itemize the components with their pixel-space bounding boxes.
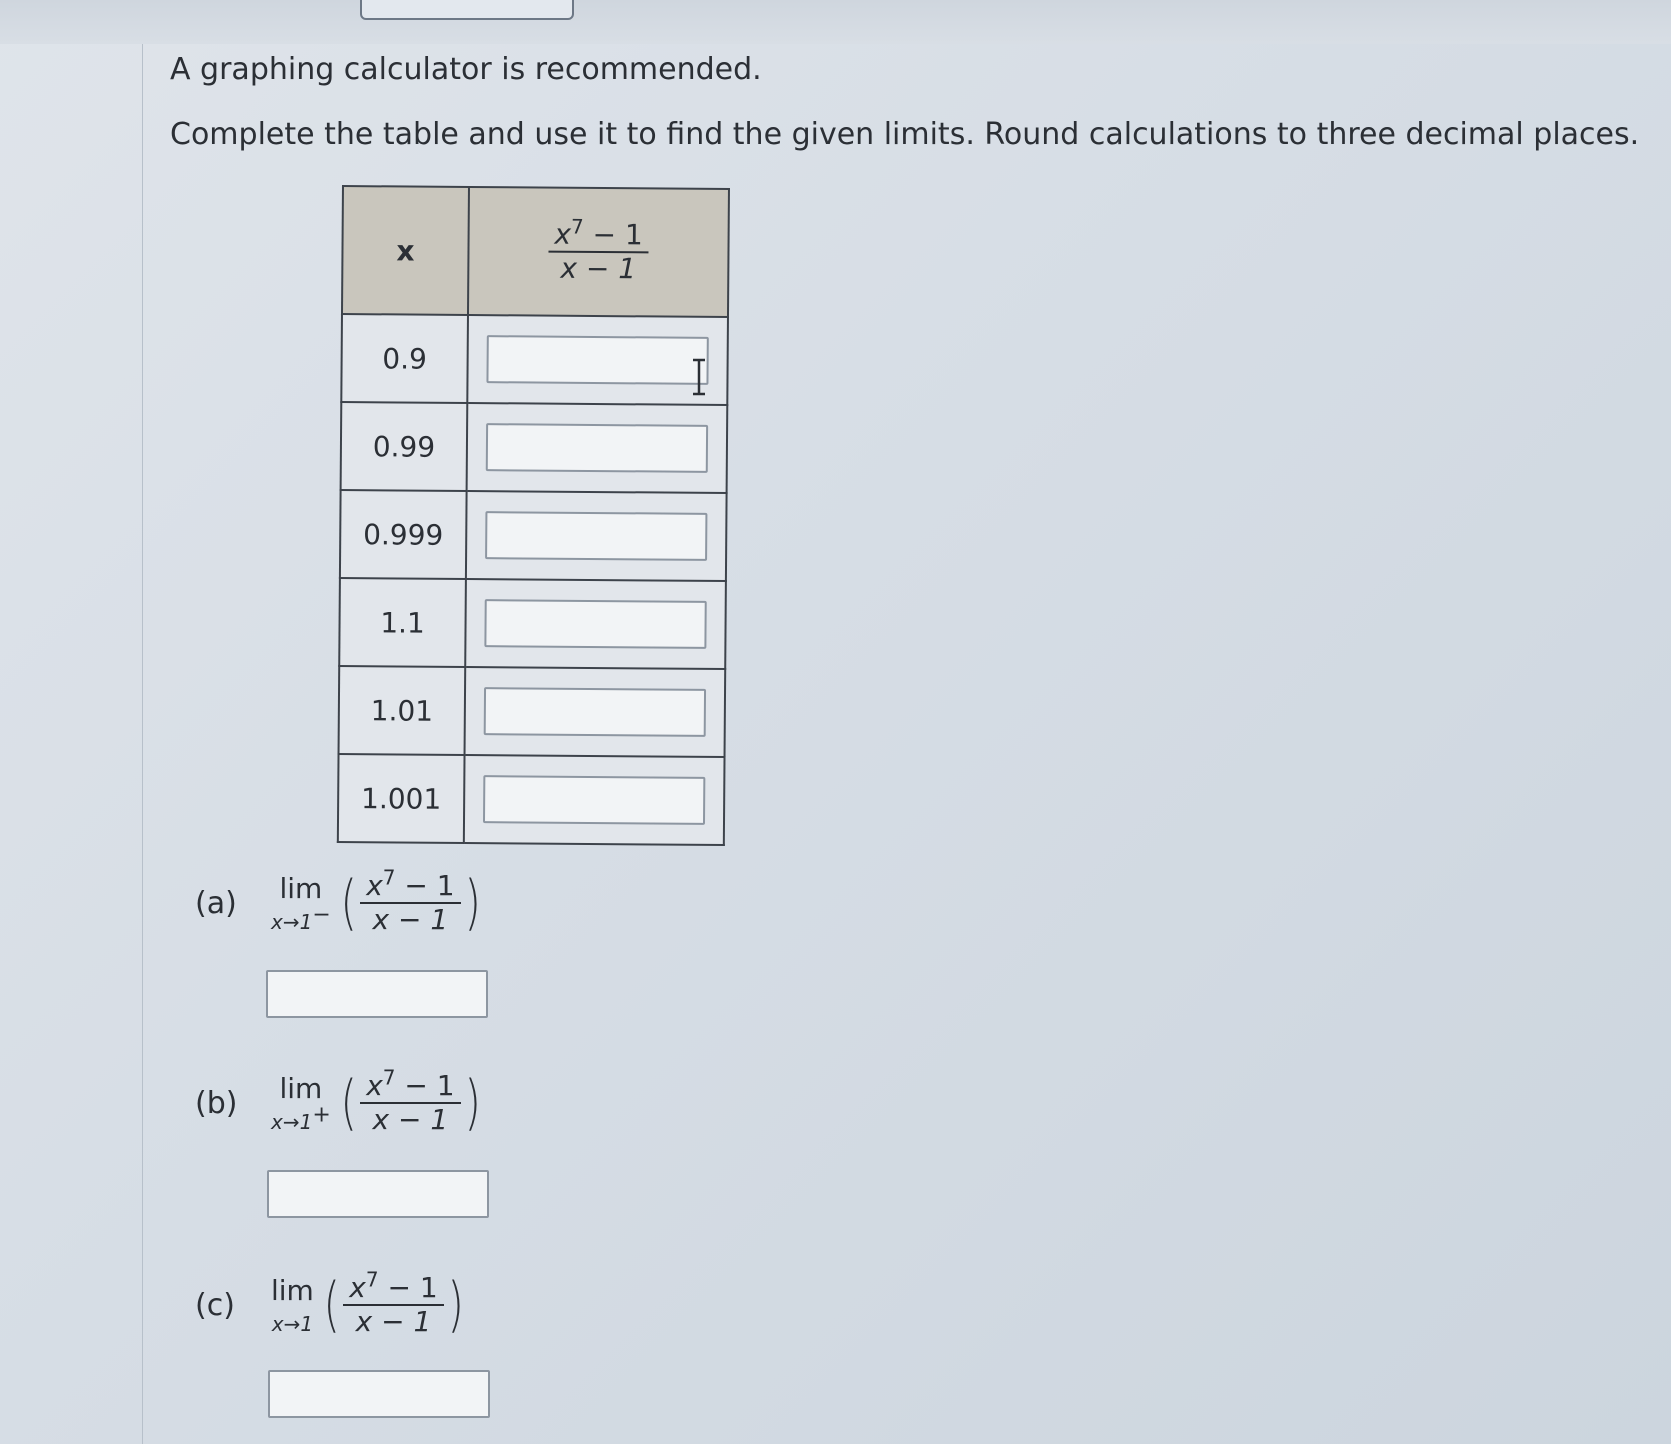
answer-input-0-999[interactable]: [485, 511, 707, 561]
part-a-limit: (a) lim x→1− ( $\frac{x^7 - 1}{x - 1}$ ): [195, 865, 481, 939]
text-cursor-icon: [690, 358, 708, 396]
value-cell: [465, 579, 726, 669]
answer-input-1-001[interactable]: [483, 775, 705, 825]
value-cell: [466, 491, 727, 581]
x-value-cell: 1.1: [339, 578, 466, 667]
value-cell: [467, 403, 728, 493]
header-function: [468, 187, 729, 317]
answer-input-0-99[interactable]: [486, 423, 708, 473]
content-divider: [142, 44, 143, 1444]
table-row: [341, 402, 728, 493]
table-row: [340, 490, 727, 581]
table-row: [339, 578, 726, 669]
part-c-limit: (c) lim x→1 ( $\frac{x^7 - 1}{x - 1}$ ): [195, 1267, 464, 1341]
x-value-cell: 0.9: [341, 314, 468, 403]
table-row: [341, 314, 728, 405]
part-c-answer-input[interactable]: [268, 1370, 490, 1418]
x-value-cell: 0.99: [341, 402, 468, 491]
answer-input-0-9[interactable]: [486, 335, 708, 385]
table-header-row: [342, 186, 729, 317]
values-table: [337, 185, 730, 846]
instruction-calculator: A graphing calculator is recommended.: [170, 52, 762, 87]
x-value-cell: 0.999: [340, 490, 467, 579]
answer-input-1-01[interactable]: [484, 687, 706, 737]
x-value-cell: 1.01: [339, 666, 466, 755]
x-value-cell: 1.001: [338, 754, 465, 843]
answer-input-1-1[interactable]: [484, 599, 706, 649]
instruction-table: Complete the table and use it to find the given limits. Round calculations to three decimal places.: [170, 117, 1640, 152]
part-b-limit: (b) lim x→1+ ( $\frac{x^7 - 1}{x - 1}$ ): [195, 1065, 481, 1139]
table-row: [338, 754, 725, 845]
browser-top-bar: [0, 0, 1671, 44]
part-b-answer-input[interactable]: [267, 1170, 489, 1218]
value-cell: [465, 667, 726, 757]
top-tab[interactable]: [360, 0, 574, 20]
table-row: [339, 666, 726, 757]
header-x: x: [342, 186, 469, 315]
part-a-answer-input[interactable]: [266, 970, 488, 1018]
value-cell: [464, 755, 725, 845]
value-cell: [467, 315, 728, 405]
function-fraction: $\frac{x^7 - 1}{x - 1}$: [548, 218, 649, 285]
